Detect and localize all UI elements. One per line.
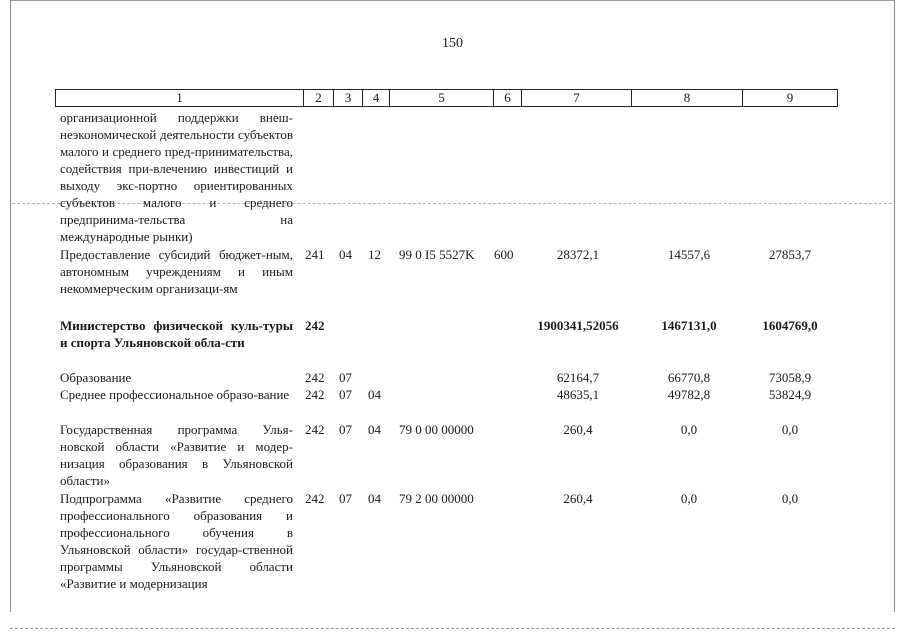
- cell-subsection: 04: [368, 422, 381, 437]
- row-name: Государственная программа Улья-новской области «Развитие и модер-низация образования в Ульяновской области»: [60, 422, 293, 488]
- cell-section: 07: [339, 387, 352, 402]
- column-header-5: 5: [390, 90, 494, 106]
- column-header-9: 9: [786, 90, 794, 105]
- cell-amount-8: 1467131,0: [661, 318, 717, 333]
- cell-target-article: 79 0 00 00000: [399, 422, 474, 437]
- cell-section: 04: [339, 247, 352, 262]
- cell-amount-9: 73058,9: [768, 370, 812, 385]
- cell-code-ministry: 242: [305, 387, 325, 402]
- cell-amount-8: 49782,8: [667, 387, 711, 402]
- cell-amount-9: 53824,9: [768, 387, 812, 402]
- cell-target-article: 79 2 00 00000: [399, 491, 474, 506]
- column-header-2: 2: [304, 90, 334, 106]
- cell-amount-8: 0,0: [680, 422, 698, 437]
- column-header-8: 8: [632, 90, 743, 106]
- column-header-4: 4: [363, 90, 390, 106]
- cell-section: 07: [339, 422, 352, 437]
- row-name: Образование: [60, 370, 132, 385]
- cell-amount-9: 27853,7: [768, 247, 812, 262]
- column-header-3: 3: [334, 90, 363, 106]
- column-header-1: 1: [56, 90, 304, 106]
- cell-code-ministry: 241: [305, 247, 325, 262]
- cell-amount-8: 0,0: [680, 491, 698, 506]
- cell-amount-8: 14557,6: [667, 247, 711, 262]
- row-name: Подпрограмма «Развитие среднего профессионального образования и профессионального обучения в Ульяновской области» государ-ственной программы Ульяновской области «Развитие и модернизация: [60, 491, 293, 591]
- row-name: Предоставление субсидий бюджет-ным, автономным учреждениям и иным некоммерческим организаци-ям: [60, 247, 293, 296]
- cell-code-ministry: 242: [305, 370, 325, 385]
- row-name: Среднее профессиональное образо-вание: [60, 387, 290, 402]
- column-header-6: 6: [494, 90, 522, 106]
- page-frame-top: [10, 0, 895, 1]
- page-number: 150: [442, 36, 463, 51]
- cell-subsection: 12: [368, 247, 381, 262]
- cell-section: 07: [339, 491, 352, 506]
- page-frame-left: [10, 0, 11, 612]
- cell-amount-7: 48635,1: [556, 387, 600, 402]
- cell-amount-7: 1900341,52056: [537, 318, 619, 333]
- cell-code-ministry: 242: [305, 422, 325, 437]
- column-header-7: 7: [522, 90, 632, 106]
- cell-expense-type: 600: [494, 247, 514, 262]
- cell-amount-7: 260,4: [563, 422, 593, 437]
- cell-amount-9: 0,0: [781, 422, 799, 437]
- cell-amount-9: 1604769,0: [762, 318, 818, 333]
- column-header-row: [55, 89, 838, 107]
- cell-subsection: 04: [368, 387, 381, 402]
- cell-code-ministry: 242: [305, 318, 325, 333]
- cell-target-article: 99 0 I5 5527K: [399, 247, 475, 262]
- cell-amount-9: 0,0: [781, 491, 799, 506]
- row-name: организационной поддержки внеш-неэкономической деятельности субъектов малого и среднего пред-принимательства, содействия при-влечению инвестиций и выходу экс-портно ориентированных субъектов малого и среднего предпринима-тельства на международные рынки): [60, 110, 293, 244]
- cell-amount-7: 28372,1: [556, 247, 600, 262]
- page-frame-right: [894, 0, 895, 612]
- row-name: Министерство физической куль-туры и спорта Ульяновской обла-сти: [60, 318, 293, 350]
- cell-section: 07: [339, 370, 352, 385]
- cell-amount-7: 260,4: [563, 491, 593, 506]
- cell-subsection: 04: [368, 491, 381, 506]
- cell-code-ministry: 242: [305, 491, 325, 506]
- cell-amount-7: 62164,7: [556, 370, 600, 385]
- cell-amount-8: 66770,8: [667, 370, 711, 385]
- page-frame-bottom: [10, 628, 895, 629]
